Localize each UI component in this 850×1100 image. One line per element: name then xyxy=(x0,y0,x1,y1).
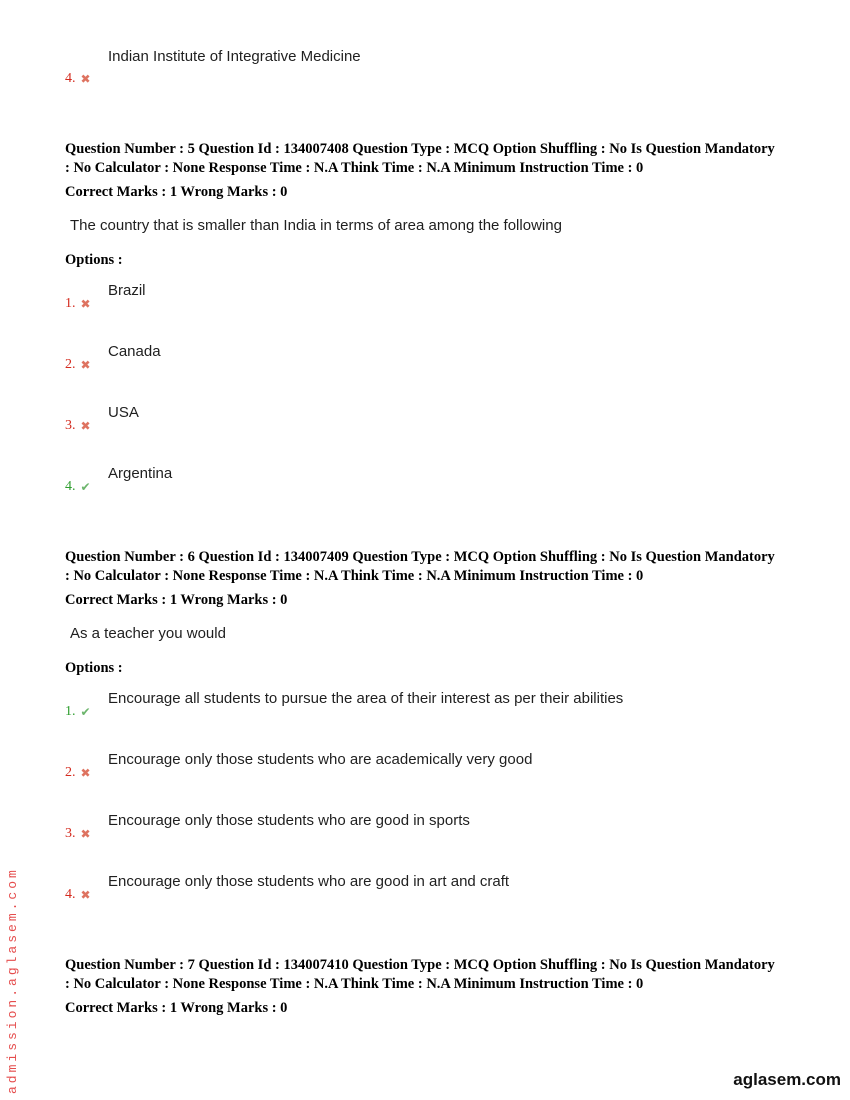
option-number-label: 3. xyxy=(65,826,76,841)
option-number xyxy=(65,703,108,721)
option-number-label: 4. xyxy=(65,887,76,902)
option-row xyxy=(65,463,808,496)
cross-icon: ✖ xyxy=(80,827,91,841)
watermark-vertical-text: admission.aglasem.com xyxy=(5,867,20,1094)
option-number xyxy=(65,478,108,496)
option-number xyxy=(65,825,108,843)
question-text: The country that is smaller than India in terms of area among the following xyxy=(70,217,562,234)
option-number xyxy=(65,417,108,435)
aglasem-logo: aglasem.com xyxy=(733,1070,841,1089)
question-marks: Correct Marks : 1 Wrong Marks : 0 xyxy=(65,592,288,608)
question-marks: Correct Marks : 1 Wrong Marks : 0 xyxy=(65,1000,288,1016)
cross-icon: ✖ xyxy=(80,358,91,372)
option-text: Encourage only those students who are good in art and craft xyxy=(108,873,510,890)
option-row xyxy=(65,810,808,843)
cross-icon: ✖ xyxy=(80,766,91,780)
check-icon: ✔ xyxy=(80,705,91,719)
option-number-label: 4. xyxy=(65,71,76,86)
question-text: As a teacher you would xyxy=(70,625,226,642)
cross-icon: ✖ xyxy=(80,72,91,86)
option-row xyxy=(65,749,808,782)
option-row xyxy=(65,46,808,88)
option-text: USA xyxy=(108,404,139,421)
option-number xyxy=(65,764,108,782)
option-text: Argentina xyxy=(108,465,173,482)
question-block-7 xyxy=(65,956,808,1018)
option-list xyxy=(65,280,808,496)
option-number xyxy=(65,295,108,313)
options-label: Options : xyxy=(65,660,123,676)
check-icon: ✔ xyxy=(80,480,91,494)
option-number-label: 2. xyxy=(65,357,76,372)
cross-icon: ✖ xyxy=(80,419,91,433)
cross-icon: ✖ xyxy=(80,297,91,311)
option-text: Encourage only those students who are academically very good xyxy=(108,751,533,768)
option-number xyxy=(65,356,108,374)
option-row xyxy=(65,688,808,721)
options-label: Options : xyxy=(65,252,123,268)
option-row xyxy=(65,341,808,374)
option-text: Brazil xyxy=(108,282,146,299)
option-number xyxy=(65,70,108,88)
option-row xyxy=(65,871,808,904)
option-text: Canada xyxy=(108,343,161,360)
option-number-label: 4. xyxy=(65,479,76,494)
option-row xyxy=(65,402,808,435)
option-text: Encourage all students to pursue the area of their interest as per their abilities xyxy=(108,690,624,707)
question-marks: Correct Marks : 1 Wrong Marks : 0 xyxy=(65,184,288,200)
question-block-5 xyxy=(65,140,808,496)
option-number-label: 1. xyxy=(65,704,76,719)
option-text: Indian Institute of Integrative Medicine xyxy=(108,48,361,65)
option-number-label: 2. xyxy=(65,765,76,780)
option-row xyxy=(65,280,808,313)
question-block-6 xyxy=(65,548,808,904)
option-number-label: 1. xyxy=(65,296,76,311)
option-number xyxy=(65,886,108,904)
question-header: Question Number : 6 Question Id : 134007409 Question Type : MCQ Option Shuffling : No Is Question Mandatory : No Calculator : None Response Time : N.A Think Time : N.A Minimum Instruction Time : 0 xyxy=(65,549,775,584)
option-list xyxy=(65,688,808,904)
cross-icon: ✖ xyxy=(80,888,91,902)
option-text: Encourage only those students who are good in sports xyxy=(108,812,470,829)
question-header: Question Number : 7 Question Id : 134007410 Question Type : MCQ Option Shuffling : No Is Question Mandatory : No Calculator : None Response Time : N.A Think Time : N.A Minimum Instruction Time : 0 xyxy=(65,957,775,992)
option-number-label: 3. xyxy=(65,418,76,433)
question-header: Question Number : 5 Question Id : 134007408 Question Type : MCQ Option Shuffling : No Is Question Mandatory : No Calculator : None Response Time : N.A Think Time : N.A Minimum Instruction Time : 0 xyxy=(65,141,775,176)
